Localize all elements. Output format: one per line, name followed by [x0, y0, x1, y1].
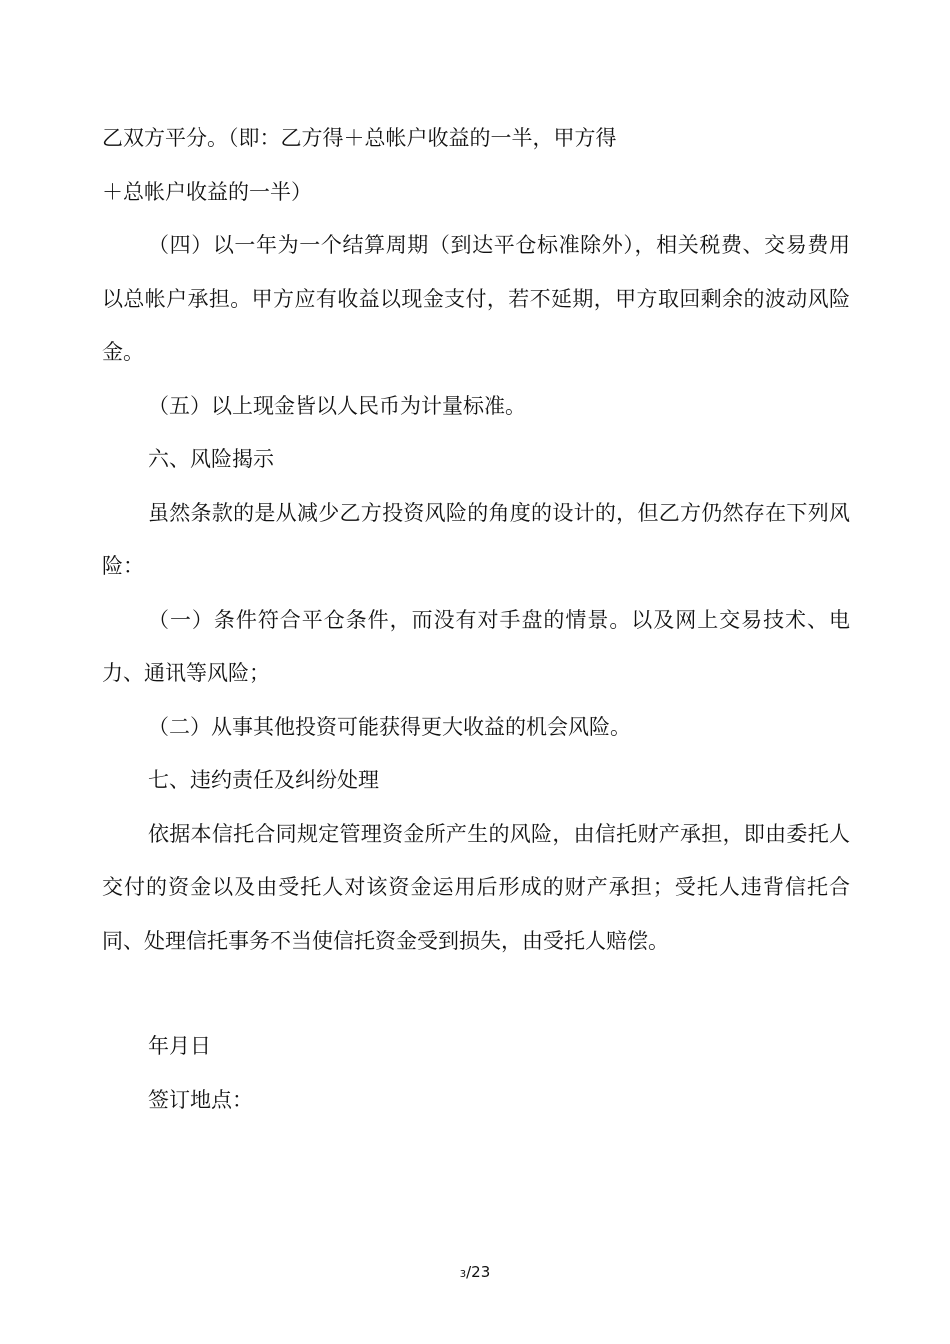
paragraph-risk-item-2: （二）从事其他投资可能获得更大收益的机会风险。: [148, 714, 631, 739]
document-body: [102, 112, 850, 1127]
signature-place-line: 签订地点：: [148, 1087, 253, 1112]
paragraph-line: ＋总帐户收益的一半）: [102, 179, 312, 204]
page-number: [0, 1262, 950, 1285]
blank-spacer: [102, 968, 850, 1020]
total-pages: /23: [466, 1263, 491, 1281]
paragraph-risk-intro: 虽然条款的是从减少乙方投资风险的角度的设计的，但乙方仍然存在下列风险：: [102, 500, 850, 578]
paragraph-risk-item-1: （一）条件符合平仓条件，而没有对手盘的情景。以及网上交易技术、电力、通讯等风险；: [102, 607, 850, 685]
paragraph-profit-split: [102, 112, 850, 219]
paragraph-line: 乙双方平分。（即：乙方得＋总帐户收益的一半，甲方得: [102, 126, 617, 150]
paragraph-liability: 依据本信托合同规定管理资金所产生的风险，由信托财产承担，即由委托人交付的资金以及由受托人对该资金运用后形成的财产承担；受托人违背信托合同、处理信托事务不当使信托资金受到损失，由受托人赔偿。: [102, 821, 850, 953]
section-heading-liability: 七、违约责任及纠纷处理: [148, 768, 379, 792]
paragraph-settlement-period: （四）以一年为一个结算周期（到达平仓标准除外），相关税费、交易费用以总帐户承担。甲方应有收益以现金支付，若不延期，甲方取回剩余的波动风险金。: [102, 233, 850, 364]
section-heading-risk-disclosure: 六、风险揭示: [148, 447, 274, 471]
signature-date-line: 年月日: [148, 1034, 211, 1058]
paragraph-currency-standard: （五）以上现金皆以人民币为计量标准。: [148, 393, 526, 418]
current-page-number: 3: [459, 1269, 467, 1280]
